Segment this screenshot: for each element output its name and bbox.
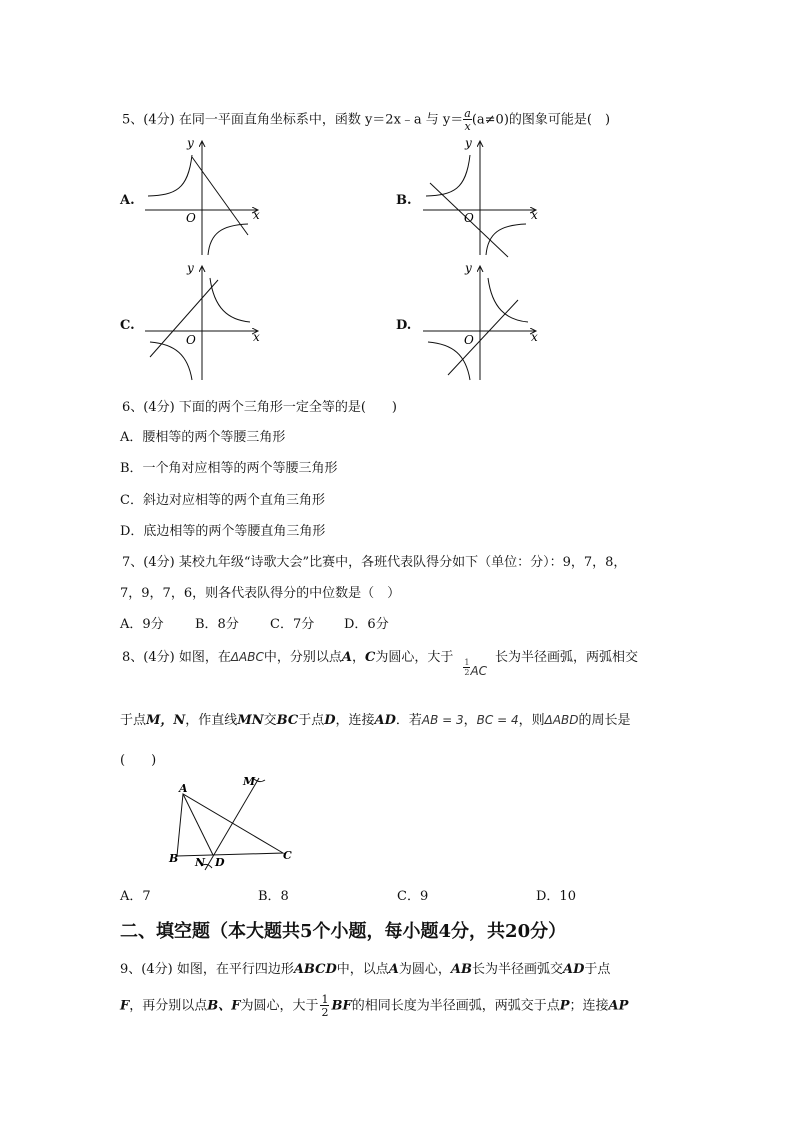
text: 为圆心， bbox=[398, 962, 451, 977]
section-heading: 二、填空题（本大题共5个小题，每小题4分，共20分） bbox=[120, 921, 567, 942]
label-m: M bbox=[243, 775, 256, 788]
line-mn: MN bbox=[237, 713, 264, 728]
hyperbola-branch bbox=[488, 278, 528, 322]
q5-graph-a bbox=[140, 135, 270, 260]
points-mn: M，N bbox=[146, 713, 186, 728]
q5-option-c-label: C. bbox=[120, 318, 135, 333]
x-label: x bbox=[531, 330, 538, 344]
text: 于点 bbox=[298, 713, 325, 728]
math-triangle-abd: ΔABD bbox=[544, 713, 579, 727]
label-c: C bbox=[283, 849, 292, 862]
point-c: C bbox=[364, 650, 376, 665]
q5-option-d-label: D. bbox=[396, 318, 412, 333]
text: 中，以点 bbox=[336, 962, 389, 977]
q7-stem-line1: 7、(4分) 某校九年级“诗歌大会”比赛中，各班代表队得分如下（单位：分）：9，7，8， bbox=[122, 555, 627, 570]
frac-num: 1 bbox=[464, 658, 470, 667]
origin-label: O bbox=[186, 211, 196, 225]
text: 于点 bbox=[120, 713, 147, 728]
text: 于点 bbox=[584, 962, 611, 977]
text: ，作直线 bbox=[185, 713, 238, 728]
q7-option-d[interactable]: D．6分 bbox=[344, 617, 389, 632]
text: 的相同长度为半径画弧，两弧交于点 bbox=[351, 998, 560, 1014]
text: 9、(4分) 如图，在平行四边形 bbox=[120, 962, 294, 977]
y-label: y bbox=[465, 136, 472, 150]
segment-bf: BF bbox=[331, 998, 352, 1014]
q6-option-d[interactable]: D．底边相等的两个等腰直角三角形 bbox=[120, 524, 326, 539]
text: 8、(4分) 如图，在 bbox=[122, 650, 231, 665]
line bbox=[150, 280, 218, 357]
q8-option-a[interactable]: A．7 bbox=[120, 889, 151, 904]
point-f: F bbox=[120, 998, 130, 1014]
hyperbola-branch bbox=[486, 224, 526, 255]
q5-stem-prefix: 5、(4分) 在同一平面直角坐标系中，函数 y＝2x﹣a 与 y＝ bbox=[122, 112, 464, 128]
hyperbola-branch bbox=[210, 278, 250, 322]
q6-option-b[interactable]: B．一个角对应相等的两个等腰三角形 bbox=[120, 461, 338, 476]
label-b: B bbox=[169, 852, 179, 865]
text: ．若 bbox=[395, 713, 422, 728]
text: ，再分别以点 bbox=[129, 998, 208, 1014]
q8-option-d[interactable]: D．10 bbox=[536, 889, 576, 904]
q7-option-c[interactable]: C．7分 bbox=[270, 617, 315, 632]
text: ，连接 bbox=[335, 713, 375, 728]
q5-fraction bbox=[463, 108, 472, 132]
y-label: y bbox=[465, 261, 472, 275]
q5-stem bbox=[122, 108, 610, 132]
text: 为圆心，大于 bbox=[240, 998, 319, 1014]
text: ；连接 bbox=[569, 998, 609, 1014]
q5-frac-den: x bbox=[464, 120, 471, 133]
text: ， bbox=[463, 713, 477, 728]
hyperbola-branch bbox=[150, 342, 192, 380]
text: ，则 bbox=[518, 713, 545, 728]
frac-num: 1 bbox=[321, 993, 329, 1006]
text: 中，分别以点 bbox=[263, 650, 342, 665]
y-label: y bbox=[187, 261, 194, 275]
text: 长为半径画弧交 bbox=[471, 962, 563, 977]
line bbox=[192, 157, 248, 235]
origin-label: O bbox=[186, 333, 196, 347]
math-ac: AC bbox=[470, 664, 488, 678]
segment-ad: AD bbox=[374, 713, 396, 728]
point-a: A bbox=[341, 650, 352, 665]
q7-option-b[interactable]: B．8分 bbox=[195, 617, 239, 632]
q5-option-b-label: B. bbox=[396, 193, 412, 208]
hyperbola-branch bbox=[208, 224, 248, 255]
point-p: P bbox=[559, 998, 570, 1014]
math-half bbox=[320, 994, 329, 1018]
q8-stem-line1 bbox=[122, 646, 638, 677]
triangle-abc bbox=[177, 794, 283, 856]
math-triangle-abc: ΔABC bbox=[230, 650, 264, 664]
x-label: x bbox=[253, 208, 260, 222]
text: 为圆心，大于 bbox=[375, 650, 454, 665]
x-label: x bbox=[531, 208, 538, 222]
q5-option-a-label: A. bbox=[120, 193, 135, 208]
text: 交 bbox=[263, 713, 277, 728]
q7-stem-line2: 7，9，7，6，则各代表队得分的中位数是（ ） bbox=[120, 586, 401, 601]
origin-label: O bbox=[464, 211, 474, 225]
text: 长为半径画弧，两弧相交 bbox=[495, 650, 639, 665]
point-d: D bbox=[324, 713, 336, 728]
x-label: x bbox=[253, 330, 260, 344]
q6-option-c[interactable]: C．斜边对应相等的两个直角三角形 bbox=[120, 493, 325, 508]
q5-graph-b bbox=[418, 135, 548, 260]
math-ab-eq: AB = 3 bbox=[421, 713, 464, 727]
line bbox=[448, 300, 518, 375]
segment-ap: AP bbox=[608, 998, 629, 1014]
q7-option-a[interactable]: A．9分 bbox=[120, 617, 164, 632]
origin-label: O bbox=[464, 333, 474, 347]
frac-den: 2 bbox=[321, 1006, 329, 1019]
parallelogram-abcd: ABCD bbox=[293, 962, 337, 977]
math-bc-eq: BC = 4 bbox=[476, 713, 519, 727]
q5-graph-d bbox=[418, 260, 548, 385]
label-n: N bbox=[195, 856, 206, 869]
q8-stem-line2 bbox=[120, 709, 631, 728]
q6-option-a[interactable]: A．腰相等的两个等腰三角形 bbox=[120, 430, 286, 445]
segment-ad: AD bbox=[562, 962, 585, 977]
q8-option-b[interactable]: B．8 bbox=[258, 889, 289, 904]
label-a: A bbox=[179, 782, 188, 795]
text: ， bbox=[351, 650, 365, 665]
hyperbola-branch bbox=[426, 155, 470, 196]
point-a: A bbox=[388, 962, 399, 977]
segment-bc: BC bbox=[276, 713, 299, 728]
q8-answer-paren: ( ) bbox=[120, 753, 157, 768]
text: 的周长是 bbox=[578, 713, 631, 728]
q8-figure bbox=[165, 770, 300, 878]
q8-option-c[interactable]: C．9 bbox=[397, 889, 429, 904]
q5-frac-num: a bbox=[464, 107, 471, 120]
points-bf: B、F bbox=[207, 998, 241, 1014]
q5-stem-suffix: (a≠0)的图象可能是( ) bbox=[471, 112, 611, 128]
segment-ab: AB bbox=[450, 962, 472, 977]
q6-stem: 6、(4分) 下面的两个三角形一定全等的是( ) bbox=[122, 400, 397, 415]
frac-den: 2 bbox=[464, 668, 470, 677]
y-label: y bbox=[187, 136, 194, 150]
line-mn bbox=[205, 778, 259, 870]
label-d: D bbox=[215, 856, 225, 869]
q5-graph-c bbox=[140, 260, 270, 385]
hyperbola-branch bbox=[148, 155, 192, 196]
q9-stem-line1 bbox=[120, 958, 610, 977]
q9-stem-line2 bbox=[120, 994, 628, 1018]
